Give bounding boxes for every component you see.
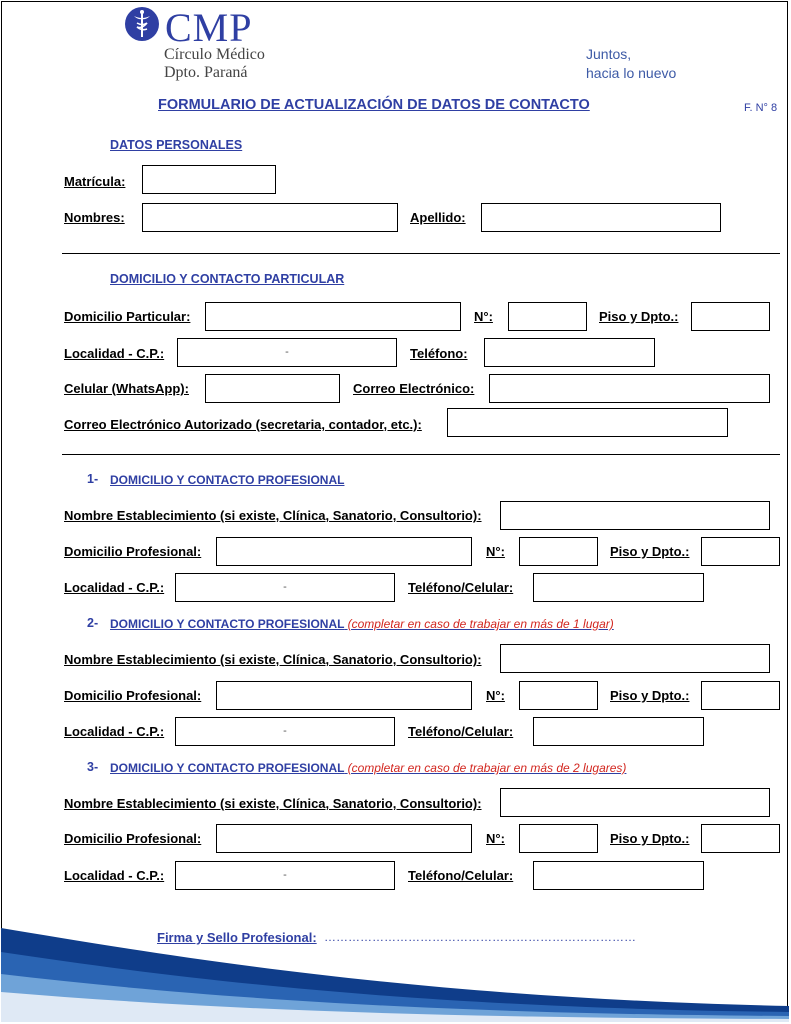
telefono-3-label: Teléfono/Celular: bbox=[408, 868, 514, 883]
divider-1 bbox=[62, 253, 780, 254]
profesional-3-note: (completar en caso de trabajar en más de 2 lugares) bbox=[347, 761, 627, 775]
form-title: FORMULARIO DE ACTUALIZACIÓN DE DATOS DE CONTACTO bbox=[158, 97, 590, 113]
section-heading-profesional-3 bbox=[110, 761, 626, 775]
telefono-2-field[interactable] bbox=[533, 717, 704, 746]
domicilio-particular-field[interactable] bbox=[205, 302, 461, 331]
numero-1-label: N°: bbox=[486, 544, 505, 559]
domicilio-profesional-1-field[interactable] bbox=[216, 537, 472, 566]
section-heading-personal: DATOS PERSONALES bbox=[110, 138, 243, 152]
section-heading-profesional-2-text: DOMICILIO Y CONTACTO PROFESIONAL bbox=[110, 617, 345, 631]
correo-autorizado-label: Correo Electrónico Autorizado (secretaria, contador, etc.): bbox=[64, 417, 422, 432]
apellido-label: Apellido: bbox=[410, 210, 466, 225]
localidad-label: Localidad - C.P.: bbox=[64, 346, 165, 361]
telefono-2-label: Teléfono/Celular: bbox=[408, 724, 514, 739]
localidad-1-label: Localidad - C.P.: bbox=[64, 580, 165, 595]
telefono-3-field[interactable] bbox=[533, 861, 704, 890]
establecimiento-2-field[interactable] bbox=[500, 644, 770, 673]
form-number: F. N° 8 bbox=[744, 102, 778, 114]
piso-3-label: Piso y Dpto.: bbox=[610, 831, 690, 846]
section-heading-profesional-3-text: DOMICILIO Y CONTACTO PROFESIONAL bbox=[110, 761, 345, 775]
establecimiento-1-label: Nombre Establecimiento (si existe, Clínica, Sanatorio, Consultorio): bbox=[64, 508, 482, 523]
telefono-1-label: Teléfono/Celular: bbox=[408, 580, 514, 595]
numero-2-field[interactable] bbox=[519, 681, 598, 710]
footer-wave bbox=[1, 900, 789, 1022]
celular-field[interactable] bbox=[205, 374, 340, 403]
telefono-field[interactable] bbox=[484, 338, 655, 367]
firma-label: Firma y Sello Profesional: bbox=[157, 930, 317, 945]
domicilio-profesional-3-label: Domicilio Profesional: bbox=[64, 831, 202, 846]
domicilio-particular-label: Domicilio Particular: bbox=[64, 309, 191, 324]
domicilio-profesional-1-label: Domicilio Profesional: bbox=[64, 544, 202, 559]
piso-3-field[interactable] bbox=[701, 824, 780, 853]
piso-2-label: Piso y Dpto.: bbox=[610, 688, 690, 703]
piso-2-field[interactable] bbox=[701, 681, 780, 710]
matricula-field[interactable] bbox=[142, 165, 276, 194]
matricula-label: Matrícula: bbox=[64, 174, 126, 189]
profesional-3-index: 3- bbox=[87, 760, 99, 774]
divider-2 bbox=[62, 454, 780, 455]
profesional-2-index: 2- bbox=[87, 616, 99, 630]
domicilio-profesional-3-field[interactable] bbox=[216, 824, 472, 853]
domicilio-profesional-2-field[interactable] bbox=[216, 681, 472, 710]
firma-dots[interactable]: …………………………………………………………………… bbox=[324, 930, 636, 944]
numero-3-label: N°: bbox=[486, 831, 505, 846]
piso-1-field[interactable] bbox=[701, 537, 780, 566]
profesional-1-index: 1- bbox=[87, 472, 99, 486]
numero-1-field[interactable] bbox=[519, 537, 598, 566]
establecimiento-1-field[interactable] bbox=[500, 501, 770, 530]
telefono-label: Teléfono: bbox=[410, 346, 468, 361]
correo-autorizado-field[interactable] bbox=[447, 408, 728, 437]
slogan-line-2: hacia lo nuevo bbox=[586, 65, 677, 81]
establecimiento-3-label: Nombre Establecimiento (si existe, Clínica, Sanatorio, Consultorio): bbox=[64, 796, 482, 811]
piso-1-label: Piso y Dpto.: bbox=[610, 544, 690, 559]
nombres-field[interactable] bbox=[142, 203, 398, 232]
section-heading-profesional-1: DOMICILIO Y CONTACTO PROFESIONAL bbox=[110, 473, 345, 487]
nombres-label: Nombres: bbox=[64, 210, 125, 225]
localidad-2-field[interactable]: - bbox=[175, 717, 395, 746]
logo-line-2: Dpto. Paraná bbox=[164, 64, 248, 81]
correo-label: Correo Electrónico: bbox=[353, 381, 475, 396]
localidad-1-field[interactable]: - bbox=[175, 573, 395, 602]
numero-field[interactable] bbox=[508, 302, 587, 331]
localidad-3-label: Localidad - C.P.: bbox=[64, 868, 165, 883]
establecimiento-3-field[interactable] bbox=[500, 788, 770, 817]
localidad-3-field[interactable]: - bbox=[175, 861, 395, 890]
establecimiento-2-label: Nombre Establecimiento (si existe, Clínica, Sanatorio, Consultorio): bbox=[64, 652, 482, 667]
localidad-2-label: Localidad - C.P.: bbox=[64, 724, 165, 739]
section-heading-profesional-2 bbox=[110, 617, 614, 631]
slogan-line-1: Juntos, bbox=[586, 46, 632, 62]
numero-2-label: N°: bbox=[486, 688, 505, 703]
apellido-field[interactable] bbox=[481, 203, 721, 232]
correo-field[interactable] bbox=[489, 374, 770, 403]
caduceus-logo-icon bbox=[124, 6, 160, 42]
section-heading-particular: DOMICILIO Y CONTACTO PARTICULAR bbox=[110, 272, 345, 286]
domicilio-profesional-2-label: Domicilio Profesional: bbox=[64, 688, 202, 703]
profesional-2-note: (completar en caso de trabajar en más de 1 lugar) bbox=[347, 617, 614, 631]
logo-line-1: Círculo Médico bbox=[164, 46, 265, 63]
localidad-cp-field[interactable]: - bbox=[177, 338, 397, 367]
celular-label: Celular (WhatsApp): bbox=[64, 381, 189, 396]
numero-label: N°: bbox=[474, 309, 493, 324]
piso-dpto-field[interactable] bbox=[691, 302, 770, 331]
numero-3-field[interactable] bbox=[519, 824, 598, 853]
piso-dpto-label: Piso y Dpto.: bbox=[599, 309, 679, 324]
telefono-1-field[interactable] bbox=[533, 573, 704, 602]
logo-text: CMP bbox=[165, 5, 253, 50]
